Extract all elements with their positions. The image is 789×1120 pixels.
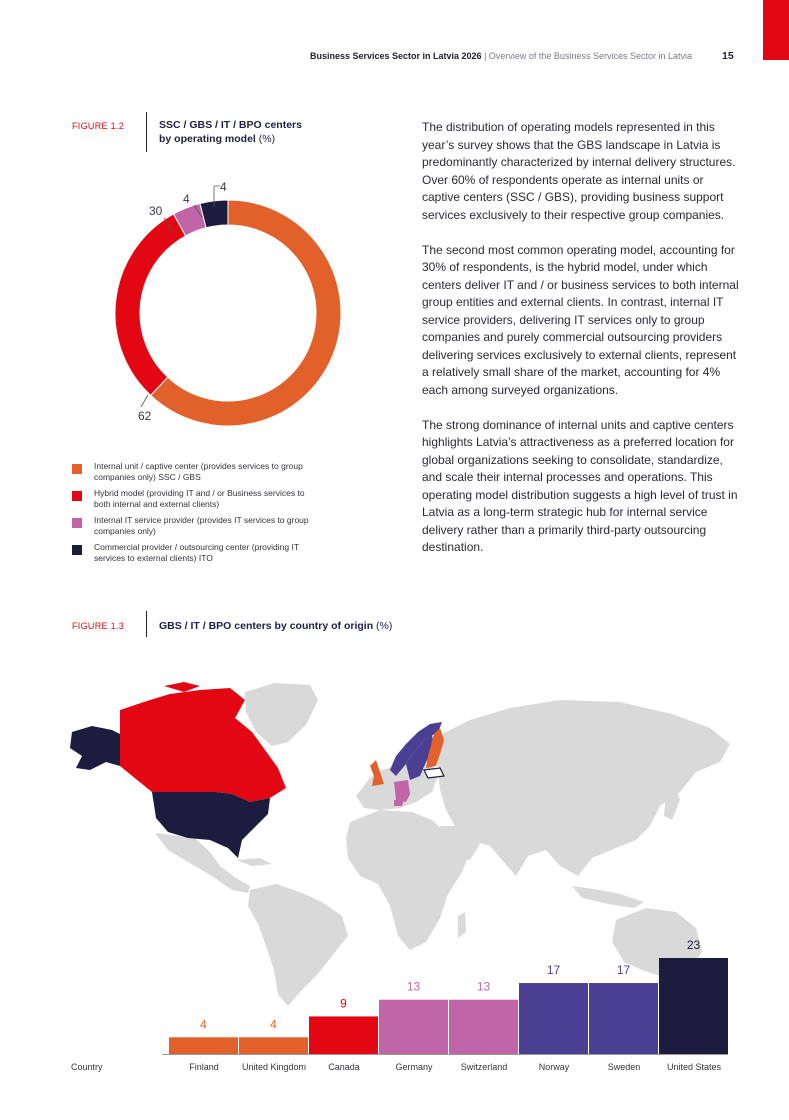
legend-swatch-navy — [72, 545, 82, 555]
bar-switzerland — [449, 1000, 518, 1054]
legend-item-commercial — [72, 542, 322, 569]
donut-legend — [72, 461, 322, 569]
title-separator: | — [481, 51, 489, 61]
legend-item-internal — [72, 461, 322, 488]
x-tick-finland: Finland — [189, 1062, 219, 1072]
bar-value-label: 13 — [406, 979, 421, 994]
country-bar-chart — [160, 930, 740, 1055]
x-tick-sweden: Sweden — [607, 1062, 641, 1072]
donut-slice-hybrid — [115, 214, 186, 395]
figure-1-2-title-line2: by operating model — [159, 133, 256, 145]
page-header — [0, 50, 789, 64]
bar-value-label: 9 — [340, 996, 347, 1011]
legend-text-internal: Internal unit / captive center (provides services to group companies only) SSC / GBS — [94, 461, 303, 482]
map-canada-islands — [164, 682, 200, 692]
x-axis-title: Country — [71, 1062, 103, 1072]
x-tick-united-states: United States — [666, 1062, 722, 1072]
bar-value-label: 23 — [686, 938, 701, 952]
map-alaska — [70, 726, 120, 770]
bar-baseline — [162, 1054, 728, 1055]
body-text — [422, 119, 740, 574]
donut-label-commercial: 4 — [220, 180, 227, 194]
body-paragraph-3: The strong dominance of internal units and captive centers highlights Latvia’s attractiveness as a preferred location for global organizations seeking to consolidate, standardize, and scale their internal processes and operations. This operating model distribution suggests a high level of trust in Latvia as a long-term strategic hub for internal service delivery rather than a primarily third-party outsourcing destination. — [422, 417, 738, 554]
x-tick-germany: Germany — [395, 1062, 433, 1072]
page-number: 15 — [722, 50, 734, 62]
donut-svg — [108, 173, 358, 433]
figure-1-2-title-unit: (%) — [255, 133, 276, 145]
bar-value-label: 4 — [200, 1017, 207, 1032]
bar-value-label: 17 — [616, 963, 631, 978]
bar-value-label: 17 — [546, 963, 561, 978]
legend-item-hybrid — [72, 488, 322, 515]
bar-value-label: 4 — [270, 1017, 277, 1032]
bar-germany — [379, 1000, 448, 1054]
figure-1-3-title-unit: (%) — [373, 620, 393, 632]
map-latvia — [424, 768, 444, 778]
bar-canada — [309, 1016, 378, 1054]
x-tick-united-kingdom: United Kingdom — [241, 1062, 307, 1072]
section-title: Overview of the Business Services Sector in Latvia — [488, 51, 692, 61]
bar-united-kingdom — [239, 1037, 308, 1054]
leader-internal — [141, 395, 148, 407]
legend-item-internal-it — [72, 515, 322, 542]
figure-1-2-label: FIGURE 1.2 — [72, 121, 125, 131]
map-asia — [438, 700, 730, 876]
map-caribbean — [236, 858, 272, 866]
map-indonesia — [572, 886, 644, 908]
bar-sweden — [589, 983, 658, 1054]
figure-1-2-title-line1: SSC / GBS / IT / BPO centers — [159, 119, 302, 131]
legend-swatch-red — [72, 491, 82, 501]
donut-label-internal-it: 4 — [183, 192, 190, 206]
figure-1-3-label: FIGURE 1.3 — [72, 621, 125, 631]
operating-model-donut-chart — [108, 173, 358, 433]
running-title — [310, 51, 692, 61]
donut-label-hybrid: 30 — [149, 204, 163, 218]
body-paragraph-2: The second most common operating model, accounting for 30% of respondents, is the hybrid model, under which centers deliver IT and / or business services to both internal group entities and external clients. In contrast, internal IT service providers, delivering IT services only to group companies and purely commercial outsourcing providers delivering services exclusively to external clients, represent a relatively small share of the market, accounting for 4% each among surveyed organizations. — [422, 242, 739, 397]
body-paragraph-1: The distribution of operating models represented in this year’s survey shows that the GBS landscape in Latvia is predominantly characterized by internal delivery structures. Over 60% of respondents operate as internal units or captive centers (SSC / GBS), providing business support services exclusively to their respective group companies. — [422, 120, 736, 222]
legend-swatch-orange — [72, 464, 82, 474]
bar-finland — [169, 1037, 238, 1054]
bar-united-states — [659, 958, 728, 1054]
doc-title: Business Services Sector in Latvia 2026 — [309, 51, 482, 61]
figure-1-2-divider — [146, 112, 147, 152]
donut-label-internal: 62 — [138, 409, 152, 423]
map-germany — [394, 780, 410, 802]
figure-1-3-title — [159, 619, 479, 633]
legend-text-internal-it: Internal IT service provider (provides IT services to group companies only) — [94, 515, 309, 536]
x-tick-canada: Canada — [328, 1062, 360, 1072]
map-greenland — [245, 683, 318, 746]
bar-value-label: 13 — [476, 979, 491, 994]
figure-1-3-title-text: GBS / IT / BPO centers by country of origin — [159, 620, 374, 632]
legend-swatch-pink — [72, 518, 82, 528]
figure-1-2-title — [159, 118, 359, 146]
x-tick-norway: Norway — [538, 1062, 570, 1072]
x-tick-switzerland: Switzerland — [460, 1062, 508, 1072]
bar-norway — [519, 983, 588, 1054]
legend-text-hybrid: Hybrid model (providing IT and / or Business services to both internal and external clients) — [94, 488, 305, 509]
bar-chart-svg — [160, 930, 740, 1055]
legend-text-commercial: Commercial provider / outsourcing center (providing IT services to external clients) ITO — [94, 542, 299, 563]
figure-1-3-divider — [146, 611, 147, 637]
